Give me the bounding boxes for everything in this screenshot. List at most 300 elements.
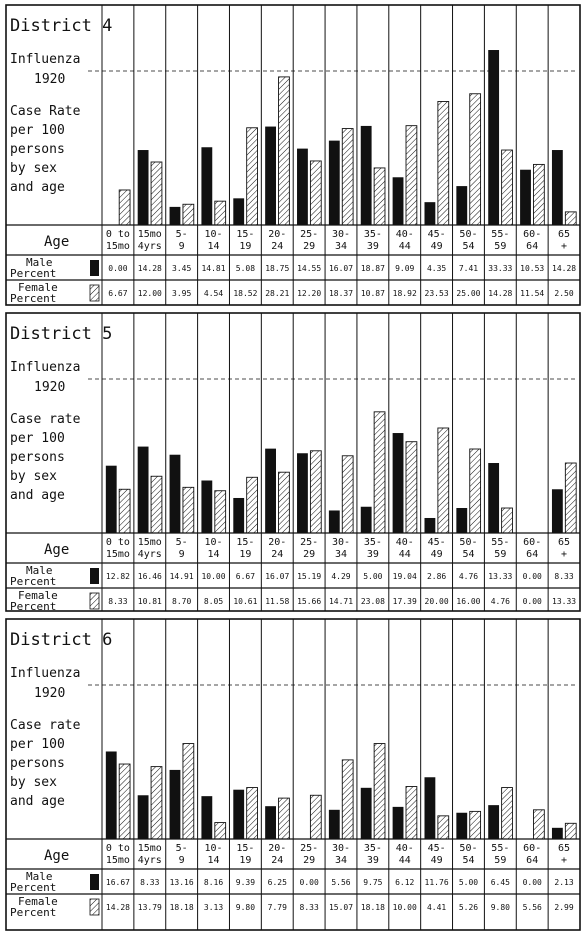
age-tick-label: 50- xyxy=(459,843,478,854)
female-bar xyxy=(470,811,481,839)
age-tick-label: 24 xyxy=(271,549,284,560)
male-bar xyxy=(106,466,117,533)
age-tick-label: 50- xyxy=(459,537,478,548)
male-value-label: 13.16 xyxy=(169,878,194,887)
age-tick-label: 10- xyxy=(204,229,223,240)
female-bar xyxy=(151,162,162,225)
male-bar xyxy=(265,127,276,225)
male-value-label: 5.56 xyxy=(331,878,351,887)
female-bar xyxy=(279,77,290,225)
male-value-label: 14.28 xyxy=(552,264,577,273)
female-bar xyxy=(406,442,417,533)
age-tick-label: 19 xyxy=(239,241,252,252)
female-bar xyxy=(438,428,449,533)
female-value-label: 17.39 xyxy=(392,597,417,606)
chart-title: District 4 xyxy=(10,16,113,36)
female-value-label: 4.54 xyxy=(203,289,224,298)
male-bar xyxy=(106,751,117,839)
female-bar xyxy=(374,168,385,225)
female-header: Female xyxy=(18,281,58,294)
male-bar xyxy=(138,795,149,839)
age-tick-label: 39 xyxy=(366,549,379,560)
age-tick-label: 24 xyxy=(271,855,284,866)
age-tick-label: 39 xyxy=(366,241,379,252)
caption-line: by sex xyxy=(10,775,57,790)
male-bar xyxy=(552,489,563,533)
district-panel xyxy=(6,5,580,305)
male-bar xyxy=(424,202,435,225)
age-tick-label: 54 xyxy=(462,241,475,252)
year-label: 1920 xyxy=(34,686,66,701)
female-value-label: 4.76 xyxy=(490,597,510,606)
male-value-label: 0.00 xyxy=(522,572,542,581)
male-bar xyxy=(488,50,499,225)
age-tick-label: 0 to xyxy=(105,537,130,548)
female-value-label: 11.54 xyxy=(520,289,545,298)
male-bar xyxy=(297,453,308,533)
female-bar xyxy=(183,204,194,225)
male-value-label: 18.87 xyxy=(360,264,385,273)
female-value-label: 18.18 xyxy=(169,903,194,912)
age-tick-label: + xyxy=(561,241,568,252)
male-bar xyxy=(361,507,372,533)
age-tick-label: 9 xyxy=(178,549,185,560)
age-tick-label: 45- xyxy=(427,537,446,548)
female-header: Percent xyxy=(10,600,57,613)
male-header: Male xyxy=(26,870,53,883)
female-bar xyxy=(151,767,162,839)
female-bar xyxy=(310,451,321,533)
male-value-label: 16.07 xyxy=(265,572,290,581)
male-value-label: 6.12 xyxy=(395,878,415,887)
age-tick-label: 55- xyxy=(491,537,510,548)
age-tick-label: + xyxy=(561,855,568,866)
female-value-label: 18.18 xyxy=(360,903,385,912)
age-tick-label: 14 xyxy=(207,241,220,252)
age-tick-label: 15- xyxy=(236,843,255,854)
female-value-label: 13.79 xyxy=(137,903,162,912)
male-value-label: 12.82 xyxy=(105,572,130,581)
male-bar xyxy=(456,813,467,839)
age-tick-label: 30- xyxy=(331,229,351,240)
female-value-label: 15.07 xyxy=(328,903,354,912)
caption-line: Case rate xyxy=(10,718,81,733)
male-bar xyxy=(329,141,340,225)
male-bar xyxy=(361,788,372,839)
male-bar xyxy=(329,810,340,839)
age-tick-label: 14 xyxy=(207,855,220,866)
male-legend-swatch xyxy=(90,260,99,276)
age-tick-label: 65 xyxy=(558,843,571,854)
male-bar xyxy=(552,150,563,225)
male-value-label: 4.35 xyxy=(426,264,447,273)
male-value-label: 0.00 xyxy=(522,878,542,887)
female-bar xyxy=(342,760,353,839)
female-bar xyxy=(279,798,290,839)
age-tick-label: 59 xyxy=(494,855,507,866)
female-value-label: 9.80 xyxy=(235,903,256,912)
male-value-label: 10.53 xyxy=(520,264,545,273)
age-tick-label: 4yrs xyxy=(137,241,162,252)
age-tick-label: 15mo xyxy=(137,229,162,240)
subject-label: Influenza xyxy=(10,360,81,375)
female-bar xyxy=(215,201,226,225)
male-value-label: 4.76 xyxy=(458,572,479,581)
age-tick-label: 49 xyxy=(430,241,443,252)
male-value-label: 6.45 xyxy=(490,878,510,887)
male-value-label: 11.76 xyxy=(424,878,449,887)
age-tick-label: 35- xyxy=(363,229,382,240)
subject-label: Influenza xyxy=(10,52,81,67)
female-value-label: 7.79 xyxy=(267,903,287,912)
age-tick-label: 40- xyxy=(395,537,414,548)
female-header: Percent xyxy=(10,292,57,305)
caption-line: per 100 xyxy=(10,431,65,446)
female-value-label: 10.00 xyxy=(392,903,417,912)
male-value-label: 4.29 xyxy=(331,572,351,581)
age-tick-label: 49 xyxy=(430,549,443,560)
female-value-label: 12.20 xyxy=(297,289,322,298)
age-tick-label: 55- xyxy=(491,843,510,854)
female-value-label: 14.28 xyxy=(488,289,513,298)
female-value-label: 4.41 xyxy=(426,903,447,912)
age-tick-label: 54 xyxy=(462,855,475,866)
age-tick-label: 14 xyxy=(207,549,220,560)
age-tick-label: 34 xyxy=(334,241,348,252)
female-bar xyxy=(247,128,258,225)
female-bar xyxy=(342,129,353,225)
male-legend-swatch xyxy=(90,568,99,584)
female-value-label: 10.87 xyxy=(360,289,385,298)
female-bar xyxy=(342,456,353,533)
male-bar xyxy=(265,449,276,533)
male-bar xyxy=(424,777,435,839)
age-tick-label: 20- xyxy=(268,843,287,854)
female-header: Percent xyxy=(10,906,57,919)
male-bar xyxy=(201,481,212,534)
age-tick-label: 5- xyxy=(175,843,188,854)
male-value-label: 10.00 xyxy=(201,572,226,581)
female-value-label: 8.33 xyxy=(108,597,128,606)
age-tick-label: 60- xyxy=(523,537,542,548)
female-bar xyxy=(502,788,513,839)
age-tick-label: 4yrs xyxy=(137,549,162,560)
male-value-label: 19.04 xyxy=(392,572,417,581)
male-value-label: 16.07 xyxy=(328,264,354,273)
age-tick-label: 25- xyxy=(300,229,319,240)
age-tick-label: 60- xyxy=(523,843,542,854)
age-tick-label: 59 xyxy=(494,241,507,252)
age-tick-label: 60- xyxy=(523,229,542,240)
age-tick-label: 15- xyxy=(236,229,255,240)
district-panel xyxy=(6,313,580,613)
male-value-label: 14.81 xyxy=(201,264,226,273)
male-bar xyxy=(361,126,372,225)
female-value-label: 14.28 xyxy=(105,903,130,912)
age-tick-label: 15mo xyxy=(105,855,130,866)
female-bar xyxy=(119,764,130,839)
age-tick-label: 19 xyxy=(239,549,252,560)
male-value-label: 2.13 xyxy=(554,878,574,887)
female-value-label: 10.81 xyxy=(137,597,162,606)
male-bar xyxy=(201,147,212,225)
male-value-label: 2.86 xyxy=(426,572,447,581)
male-bar xyxy=(170,770,181,839)
female-bar xyxy=(470,94,481,225)
male-bar xyxy=(138,447,149,533)
year-label: 1920 xyxy=(34,72,66,87)
male-bar xyxy=(329,510,340,533)
male-bar xyxy=(424,518,435,533)
age-tick-label: 15mo xyxy=(105,241,130,252)
male-value-label: 13.33 xyxy=(488,572,513,581)
female-value-label: 18.92 xyxy=(392,289,417,298)
male-value-label: 5.00 xyxy=(458,878,479,887)
female-bar xyxy=(533,164,544,225)
female-value-label: 11.58 xyxy=(265,597,290,606)
male-bar xyxy=(201,796,212,839)
male-bar xyxy=(552,828,563,839)
male-bar xyxy=(170,455,181,533)
age-tick-label: 10- xyxy=(204,843,223,854)
male-value-label: 5.00 xyxy=(363,572,383,581)
female-value-label: 10.61 xyxy=(233,597,258,606)
age-tick-label: + xyxy=(561,549,568,560)
male-bar xyxy=(520,170,531,225)
female-bar xyxy=(374,744,385,839)
male-header: Male xyxy=(26,256,53,269)
male-value-label: 9.39 xyxy=(235,878,256,887)
male-value-label: 16.46 xyxy=(137,572,162,581)
male-value-label: 0.00 xyxy=(299,878,319,887)
female-value-label: 5.26 xyxy=(458,903,479,912)
female-bar xyxy=(374,412,385,533)
male-legend-swatch xyxy=(90,874,99,890)
caption-line: and age xyxy=(10,488,65,503)
male-bar xyxy=(488,805,499,839)
female-value-label: 8.33 xyxy=(299,903,319,912)
female-bar xyxy=(406,787,417,840)
male-header: Percent xyxy=(10,267,57,280)
caption-line: by sex xyxy=(10,161,57,176)
female-value-label: 25.00 xyxy=(456,289,481,298)
female-value-label: 14.71 xyxy=(328,597,354,606)
male-value-label: 18.75 xyxy=(265,264,290,273)
female-bar xyxy=(533,810,544,839)
male-bar xyxy=(233,498,244,533)
age-tick-label: 5- xyxy=(175,229,188,240)
age-tick-label: 49 xyxy=(430,855,443,866)
male-bar xyxy=(233,790,244,839)
male-value-label: 8.33 xyxy=(140,878,160,887)
age-tick-label: 0 to xyxy=(105,843,130,854)
age-tick-label: 64 xyxy=(526,241,539,252)
age-tick-label: 55- xyxy=(491,229,510,240)
caption-line: persons xyxy=(10,450,65,465)
male-value-label: 5.08 xyxy=(235,264,256,273)
caption-line: persons xyxy=(10,756,65,771)
male-value-label: 33.33 xyxy=(488,264,513,273)
female-value-label: 18.52 xyxy=(233,289,258,298)
male-header: Male xyxy=(26,564,53,577)
male-value-label: 9.75 xyxy=(363,878,383,887)
male-bar xyxy=(170,207,181,225)
female-value-label: 3.13 xyxy=(203,903,224,912)
age-tick-label: 25- xyxy=(300,537,319,548)
age-tick-label: 10- xyxy=(204,537,223,548)
age-tick-label: 59 xyxy=(494,549,507,560)
female-bar xyxy=(215,823,226,839)
age-tick-label: 44 xyxy=(398,549,411,560)
female-value-label: 23.08 xyxy=(360,597,385,606)
age-tick-label: 5- xyxy=(175,537,188,548)
age-tick-label: 45- xyxy=(427,843,446,854)
female-bar xyxy=(502,508,513,533)
male-bar xyxy=(393,433,404,533)
female-bar xyxy=(565,463,576,533)
female-value-label: 16.00 xyxy=(456,597,481,606)
age-tick-label: 25- xyxy=(300,843,319,854)
male-value-label: 16.67 xyxy=(105,878,130,887)
age-tick-label: 0 to xyxy=(105,229,130,240)
female-value-label: 8.05 xyxy=(203,597,224,606)
male-bar xyxy=(393,807,404,839)
age-tick-label: 40- xyxy=(395,229,414,240)
age-tick-label: 29 xyxy=(303,855,316,866)
female-bar xyxy=(247,477,258,533)
age-tick-label: 20- xyxy=(268,229,287,240)
female-bar xyxy=(215,491,226,533)
female-value-label: 12.00 xyxy=(137,289,162,298)
age-tick-label: 20- xyxy=(268,537,287,548)
male-bar xyxy=(297,149,308,225)
caption-line: persons xyxy=(10,142,65,157)
female-legend-swatch xyxy=(90,285,99,301)
caption-line: per 100 xyxy=(10,737,65,752)
male-value-label: 14.55 xyxy=(297,264,322,273)
age-tick-label: 4yrs xyxy=(137,855,162,866)
caption-line: by sex xyxy=(10,469,57,484)
female-value-label: 15.66 xyxy=(297,597,322,606)
age-tick-label: 15- xyxy=(236,537,255,548)
age-tick-label: 44 xyxy=(398,241,411,252)
female-bar xyxy=(502,150,513,225)
age-tick-label: 64 xyxy=(526,855,539,866)
female-header: Female xyxy=(18,589,58,602)
female-legend-swatch xyxy=(90,593,99,609)
subject-label: Influenza xyxy=(10,666,81,681)
female-value-label: 9.80 xyxy=(490,903,510,912)
age-tick-label: 35- xyxy=(363,537,382,548)
caption-line: Case rate xyxy=(10,412,81,427)
male-value-label: 6.67 xyxy=(235,572,256,581)
age-tick-label: 65 xyxy=(558,537,571,548)
female-bar xyxy=(310,795,321,839)
age-tick-label: 9 xyxy=(178,855,185,866)
female-value-label: 20.00 xyxy=(424,597,449,606)
female-bar xyxy=(565,212,576,225)
district-panel xyxy=(6,619,580,930)
female-bar xyxy=(470,449,481,533)
female-bar xyxy=(438,816,449,839)
age-tick-label: 9 xyxy=(178,241,185,252)
male-bar xyxy=(138,150,149,225)
male-value-label: 14.28 xyxy=(137,264,162,273)
male-bar xyxy=(488,463,499,533)
female-bar xyxy=(119,190,130,225)
female-value-label: 2.50 xyxy=(554,289,574,298)
female-bar xyxy=(119,489,130,533)
male-value-label: 6.25 xyxy=(267,878,287,887)
female-bar xyxy=(183,487,194,533)
age-tick-label: 34 xyxy=(334,549,348,560)
male-value-label: 15.19 xyxy=(297,572,322,581)
year-label: 1920 xyxy=(34,380,66,395)
female-value-label: 6.67 xyxy=(108,289,128,298)
female-value-label: 18.37 xyxy=(328,289,354,298)
age-tick-label: 45- xyxy=(427,229,446,240)
female-value-label: 5.56 xyxy=(522,903,542,912)
age-tick-label: 35- xyxy=(363,843,382,854)
age-header: Age xyxy=(44,542,70,558)
male-bar xyxy=(456,186,467,225)
age-tick-label: 15mo xyxy=(137,843,162,854)
age-tick-label: 29 xyxy=(303,241,316,252)
male-value-label: 9.09 xyxy=(395,264,415,273)
male-bar xyxy=(265,806,276,839)
female-value-label: 2.99 xyxy=(554,903,574,912)
female-bar xyxy=(438,101,449,225)
female-bar xyxy=(279,472,290,533)
age-tick-label: 30- xyxy=(331,843,351,854)
age-tick-label: 34 xyxy=(334,855,348,866)
male-header: Percent xyxy=(10,575,57,588)
age-tick-label: 19 xyxy=(239,855,252,866)
female-value-label: 28.21 xyxy=(265,289,290,298)
female-value-label: 0.00 xyxy=(522,597,542,606)
male-value-label: 0.00 xyxy=(108,264,128,273)
age-tick-label: 24 xyxy=(271,241,284,252)
caption-line: and age xyxy=(10,794,65,809)
age-tick-label: 15mo xyxy=(137,537,162,548)
female-bar xyxy=(183,744,194,839)
female-header: Female xyxy=(18,895,58,908)
female-value-label: 3.95 xyxy=(172,289,192,298)
female-bar xyxy=(151,476,162,533)
age-header: Age xyxy=(44,234,70,250)
female-bar xyxy=(406,126,417,225)
female-bar xyxy=(247,788,258,839)
female-legend-swatch xyxy=(90,899,99,915)
caption-line: Case Rate xyxy=(10,104,81,119)
male-value-label: 8.16 xyxy=(203,878,224,887)
female-value-label: 13.33 xyxy=(552,597,577,606)
caption-line: per 100 xyxy=(10,123,65,138)
male-bar xyxy=(393,177,404,225)
age-tick-label: 39 xyxy=(366,855,379,866)
age-header: Age xyxy=(44,848,70,864)
age-tick-label: 15mo xyxy=(105,549,130,560)
age-tick-label: 50- xyxy=(459,229,478,240)
age-tick-label: 64 xyxy=(526,549,539,560)
male-header: Percent xyxy=(10,881,57,894)
male-bar xyxy=(233,198,244,225)
age-tick-label: 65 xyxy=(558,229,571,240)
caption-line: and age xyxy=(10,180,65,195)
male-value-label: 14.91 xyxy=(169,572,194,581)
male-value-label: 7.41 xyxy=(458,264,479,273)
age-tick-label: 54 xyxy=(462,549,475,560)
